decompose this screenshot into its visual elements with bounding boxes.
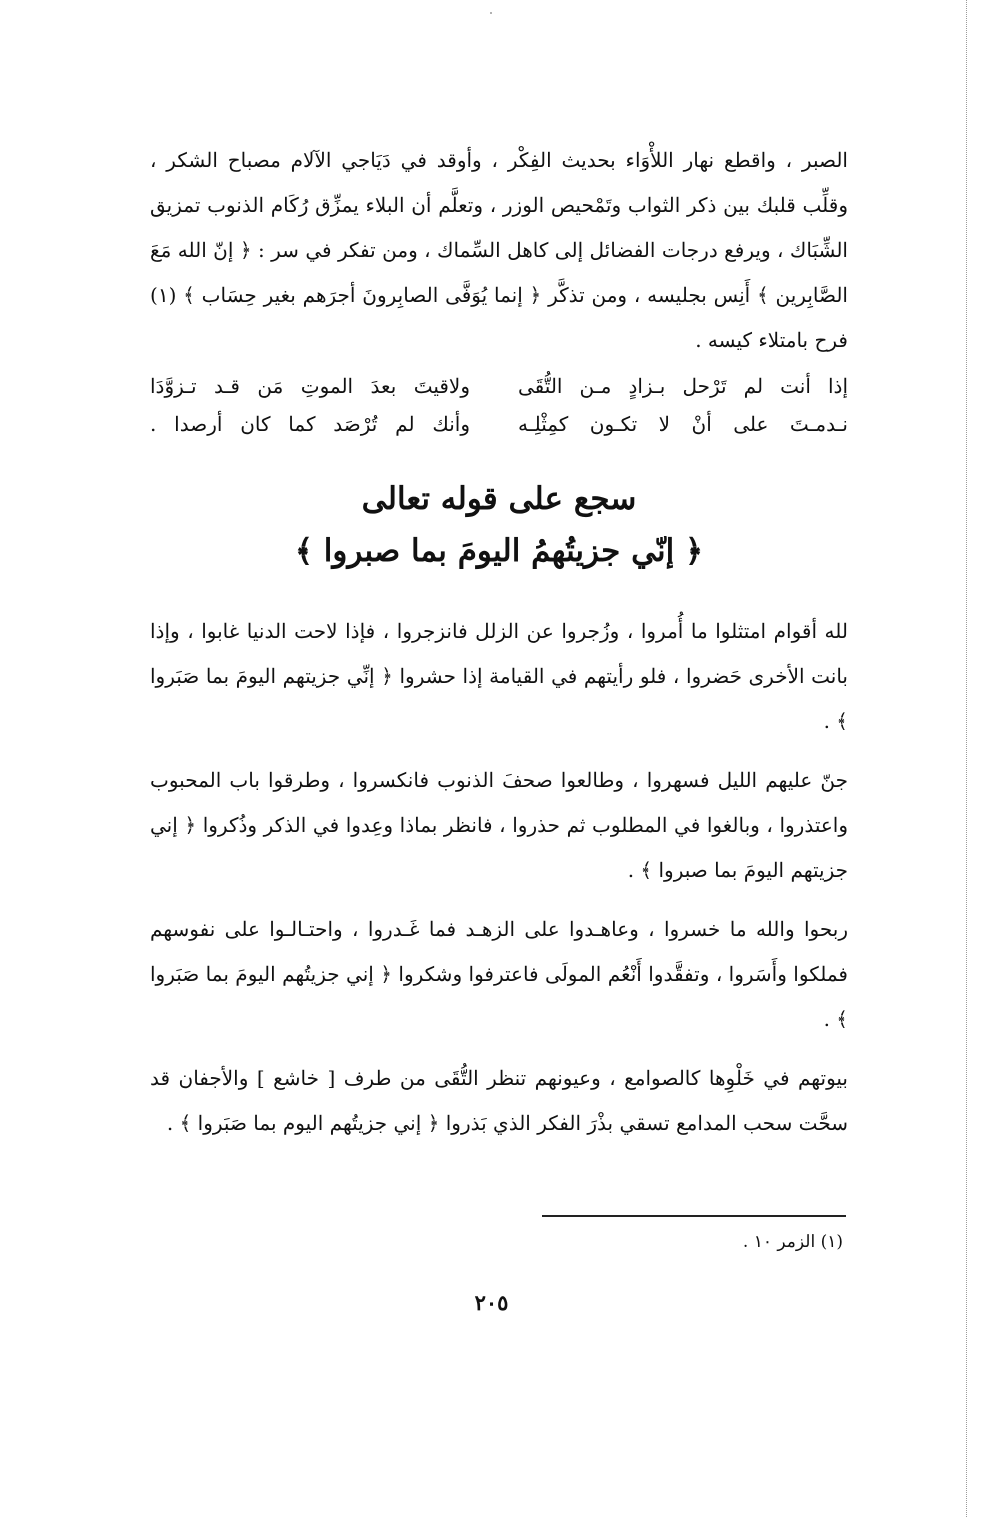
verse-line-1 bbox=[150, 367, 848, 405]
verse-hemistich-left: وأنك لم تُرْصَد كما كان أرصدا . bbox=[150, 412, 470, 436]
verse-line-2 bbox=[150, 405, 848, 443]
paragraph: لله أقوام امتثلوا ما أُمروا ، وزُجروا عن الزلل فانزجروا ، فإذا لاحت الدنيا غابوا ، وإذا بانت الأخرى حَضروا ، فلو رأيتهم في القيامة إذا حشروا ﴿ إنِّي جزيتهم اليومَ بما صَبَروا ﴾ . bbox=[150, 619, 848, 733]
poem-verse bbox=[150, 367, 848, 443]
page-number: ٢٠٥ bbox=[474, 1290, 509, 1315]
verse-hemistich-right: نـدمـتَ على أنْ لا تكـون كمِثْلِـه bbox=[518, 412, 848, 436]
scan-dot bbox=[490, 12, 492, 14]
paragraph: جنّ عليهم الليل فسهروا ، وطالعوا صحفَ الذنوب فانكسروا ، وطرقوا باب المحبوب واعتذروا ، وبالغوا في المطلوب ثم حذروا ، فانظر بماذا وعِدوا في الذكر وذُكروا ﴿ إني جزيتهم اليومَ بما صبروا ﴾ . bbox=[150, 768, 848, 882]
paragraph: بيوتهم في خَلْوِها كالصوامع ، وعيونهم تنظر التُّقَى من طرف [ خاشع ] والأجفان قد سحَّت سحب المدامع تسقي بذْرَ الفكر الذي بَذروا ﴿ إني جزيتُهم اليوم بما صَبَروا ﴾ . bbox=[150, 1066, 848, 1135]
paragraph-top: الصبر ، واقطع نهار اللأْوَاء بحديث الفِكْر ، وأوقد في دَيَاجي الآلام مصباح الشكر ، وقلِّب قلبك بين ذكر الثواب وتَمْحيص الوزر ، وتعلَّم أن البلاء يمزِّق رُكَام الذنوب تمزيق الشِّبَاك ، ويرفع درجات الفضائل إلى كاهل السِّماك ، ومن تفكر في سر : ﴿ إنّ الله مَعَ الصَّابِرين ﴾ أَنِس بجليسه ، ومن تذكَّر ﴿ إنما يُوَفَّى الصابِرونَ أجرَهم بغير حِسَاب ﴾ (١) فرح بامتلاء كيسه . bbox=[150, 148, 848, 352]
section-heading: سجع على قوله تعالى bbox=[361, 481, 637, 517]
footnote: (١) الزمر ١٠ . bbox=[742, 1232, 843, 1252]
verse-hemistich-right: إذا أنت لم تَرْحل بـزادٍ مـن التُّقَى bbox=[518, 374, 848, 398]
section-subheading: ﴿ إنّي جزيتُهمُ اليومَ بما صبروا ﴾ bbox=[294, 533, 704, 569]
footnote-divider bbox=[542, 1215, 846, 1217]
paragraph: ربحوا والله ما خسروا ، وعاهـدوا على الزهـد فما غَـدروا ، واحتـالـوا على نفوسهم فملكوا وأَسَروا ، وتفقَّدوا أَنْعُم المولَى فاعترفوا وشكروا ﴿ إني جزيتُهم اليومَ بما صَبَروا ﴾ . bbox=[150, 917, 848, 1031]
page-content bbox=[150, 138, 848, 1146]
verse-hemistich-left: ولاقيتَ بعدَ الموتِ مَن قـد تـزوَّدَا bbox=[150, 374, 470, 398]
